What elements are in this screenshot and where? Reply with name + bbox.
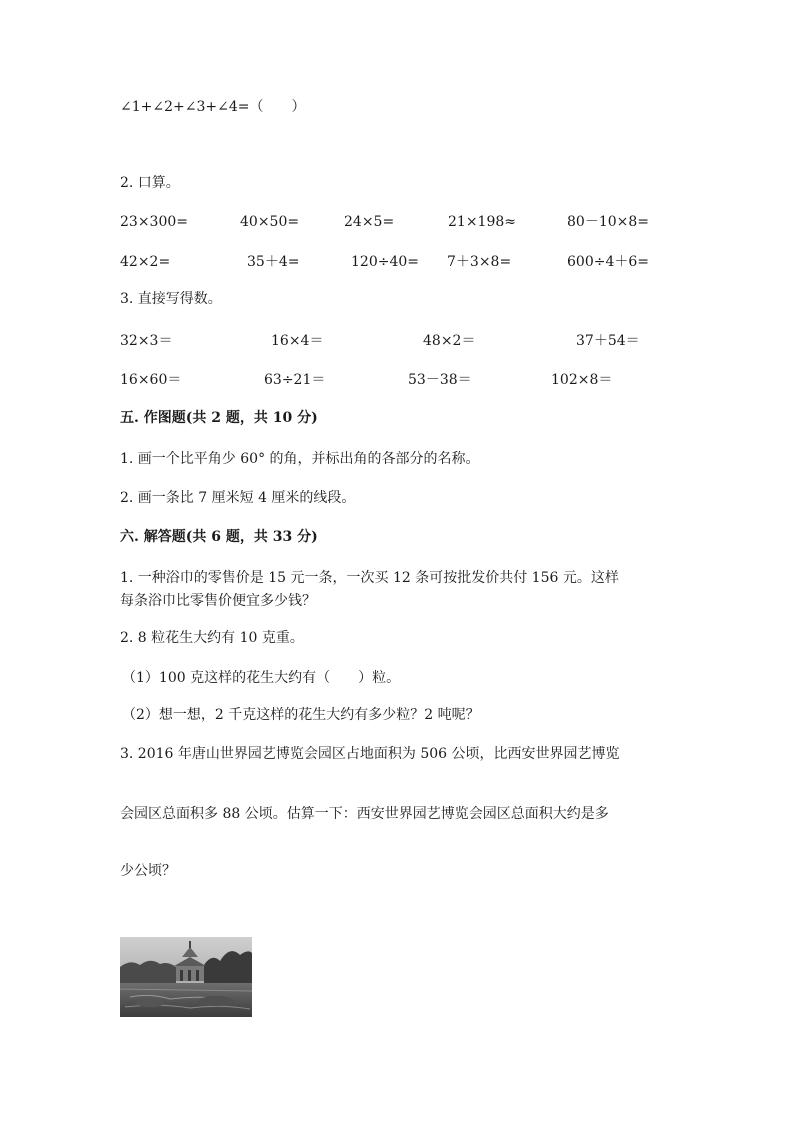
section6-q3-line1: 3. 2016 年唐山世界园艺博览会园区占地面积为 506 公顷，比西安世界园艺博览 (120, 746, 620, 762)
q3-item: 48×2＝ (423, 333, 476, 349)
q3-item: 102×8＝ (551, 372, 613, 388)
section5-q2: 2. 画一条比 7 厘米短 4 厘米的线段。 (120, 490, 356, 506)
section6-q2-sub2: （2）想一想，2 千克这样的花生大约有多少粒？2 吨呢？ (122, 707, 480, 723)
q2-item: 24×5= (344, 214, 395, 230)
q3-item: 63÷21＝ (264, 372, 326, 388)
q3-item: 32×3＝ (120, 333, 173, 349)
angle-sum-line: ∠1+∠2+∠3+∠4=（ ） (120, 99, 306, 115)
q3-item: 53－38＝ (408, 372, 472, 388)
q2-item: 42×2= (120, 254, 171, 270)
q2-item: 80－10×8= (567, 214, 649, 230)
q2-item: 35＋4= (247, 254, 300, 270)
section6-q2-sub1: （1）100 克这样的花生大约有（ ）粒。 (122, 670, 401, 686)
q2-title: 2. 口算。 (120, 175, 180, 191)
expo-photo (120, 937, 252, 1017)
section5-q1: 1. 画一个比平角少 60° 的角，并标出角的各部分的名称。 (120, 451, 480, 467)
section6-q3-line2: 会园区总面积多 88 公顷。估算一下：西安世界园艺博览会园区总面积大约是多 (120, 806, 609, 822)
q2-item: 7＋3×8= (447, 254, 512, 270)
section6-q2: 2. 8 粒花生大约有 10 克重。 (120, 630, 304, 646)
section6-q1-line1: 1. 一种浴巾的零售价是 15 元一条，一次买 12 条可按批发价共付 156 元。这样 (120, 570, 619, 586)
section5-heading: 五. 作图题(共 2 题，共 10 分) (120, 410, 318, 426)
q3-title: 3. 直接写得数。 (120, 291, 222, 307)
q2-item: 600÷4＋6= (567, 254, 649, 270)
q2-item: 40×50= (240, 214, 300, 230)
q3-item: 16×4＝ (271, 333, 324, 349)
q3-item: 37＋54＝ (576, 333, 640, 349)
section6-heading: 六. 解答题(共 6 题，共 33 分) (120, 529, 318, 545)
section6-q3-line3: 少公顷？ (120, 863, 176, 879)
q3-item: 16×60＝ (120, 372, 182, 388)
q2-item: 23×300= (120, 214, 188, 230)
q2-item: 21×198≈ (448, 214, 516, 230)
q2-item: 120÷40= (351, 254, 419, 270)
section6-q1-line2: 每条浴巾比零售价便宜多少钱？ (120, 593, 316, 609)
